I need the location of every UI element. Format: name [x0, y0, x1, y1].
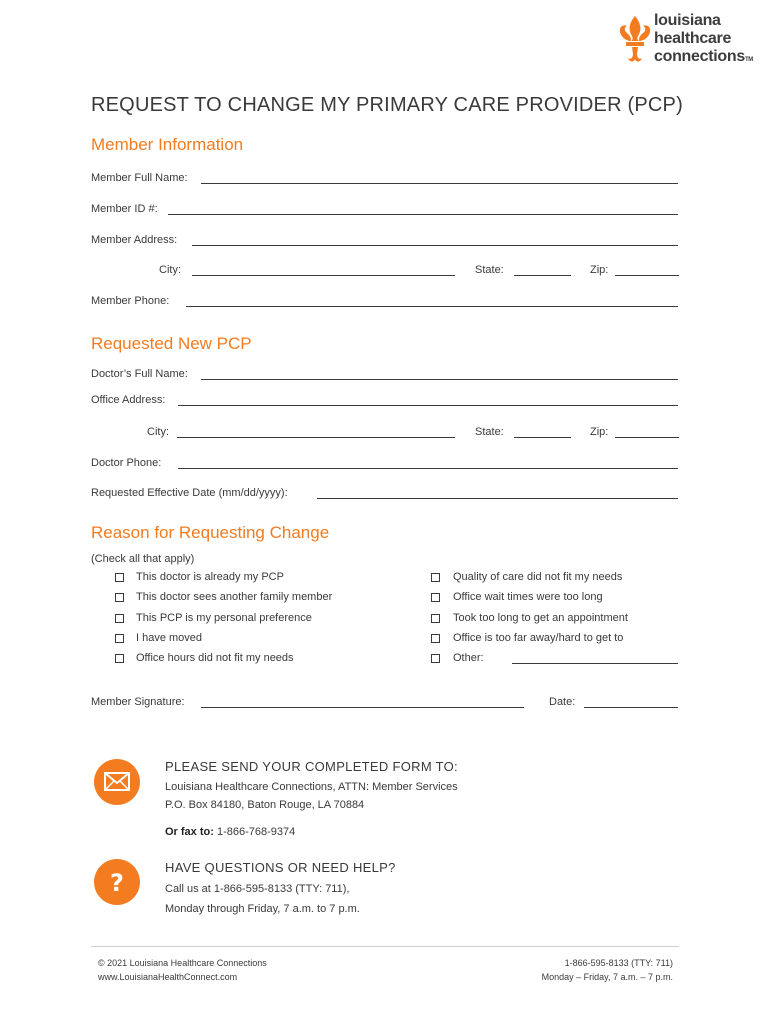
- office-zip-field[interactable]: [615, 437, 679, 438]
- member-address-field[interactable]: [192, 245, 678, 246]
- fax-number: 1-866-768-9374: [216, 826, 296, 838]
- member-phone-label: Member Phone:: [91, 295, 170, 307]
- reason-option-label: Office is too far away/hard to get to: [453, 632, 624, 644]
- footer-divider: [91, 946, 679, 947]
- footer-website[interactable]: www.LouisianaHealthConnect.com: [98, 972, 238, 982]
- reason-checkbox-office-hours[interactable]: [115, 654, 124, 663]
- reason-option-label: Office hours did not fit my needs: [136, 652, 294, 664]
- reason-other-label: Other:: [453, 652, 484, 664]
- reason-checkbox-family-member[interactable]: [115, 593, 124, 602]
- reason-heading: Reason for Requesting Change: [91, 523, 330, 542]
- date-field[interactable]: [584, 707, 678, 708]
- reason-checkbox-moved[interactable]: [115, 634, 124, 643]
- date-label: Date:: [549, 696, 576, 708]
- question-mark-icon: [94, 859, 140, 905]
- reason-checkbox-quality[interactable]: [431, 573, 440, 582]
- reason-option-label: This doctor is already my PCP: [136, 571, 284, 583]
- logo-line-1: louisiana: [654, 12, 721, 29]
- reason-checkbox-already-pcp[interactable]: [115, 573, 124, 582]
- send-address-line-2: P.O. Box 84180, Baton Rouge, LA 70884: [165, 799, 365, 811]
- logo-line-3: connections: [654, 48, 745, 65]
- member-phone-field[interactable]: [186, 306, 678, 307]
- fax-label: Or fax to:: [165, 826, 214, 838]
- member-state-field[interactable]: [514, 275, 571, 276]
- help-line-2: Monday through Friday, 7 a.m. to 7 p.m.: [165, 903, 360, 915]
- reason-option-label: Quality of care did not fit my needs: [453, 571, 623, 583]
- member-zip-label: Zip:: [590, 264, 609, 276]
- effective-date-field[interactable]: [317, 498, 678, 499]
- signature-field[interactable]: [201, 707, 524, 708]
- member-state-label: State:: [475, 264, 504, 276]
- member-city-field[interactable]: [192, 275, 455, 276]
- office-state-field[interactable]: [514, 437, 571, 438]
- company-logo: [618, 12, 766, 84]
- reason-other-field[interactable]: [512, 663, 678, 664]
- member-id-label: Member ID #:: [91, 203, 158, 215]
- reason-checkbox-wait-times[interactable]: [431, 593, 440, 602]
- office-state-label: State:: [475, 426, 504, 438]
- reason-checkbox-distance[interactable]: [431, 634, 440, 643]
- trademark: TM: [744, 57, 754, 63]
- reason-option-label: Took too long to get an appointment: [453, 612, 628, 624]
- help-heading: HAVE QUESTIONS OR NEED HELP?: [165, 860, 396, 875]
- svg-text:?: ?: [110, 869, 124, 897]
- reason-option-label: This PCP is my personal preference: [136, 612, 312, 624]
- footer-hours: Monday – Friday, 7 a.m. – 7 p.m.: [541, 972, 673, 982]
- member-info-heading: Member Information: [91, 135, 244, 154]
- office-address-field[interactable]: [178, 405, 678, 406]
- reason-option-label: I have moved: [136, 632, 203, 644]
- mail-icon-circle: [94, 759, 140, 805]
- fleur-de-lis-icon: [618, 14, 652, 66]
- member-zip-field[interactable]: [615, 275, 679, 276]
- reason-option-label: This doctor sees another family member: [136, 591, 333, 603]
- envelope-icon: [94, 759, 140, 805]
- office-city-field[interactable]: [177, 437, 455, 438]
- member-name-label: Member Full Name:: [91, 172, 188, 184]
- help-line-1: Call us at 1-866-595-8133 (TTY: 711),: [165, 883, 350, 895]
- office-city-label: City:: [147, 426, 169, 438]
- doctor-name-label: Doctor’s Full Name:: [91, 368, 188, 380]
- doctor-phone-label: Doctor Phone:: [91, 457, 162, 469]
- doctor-phone-field[interactable]: [178, 468, 678, 469]
- effective-date-label: Requested Effective Date (mm/dd/yyyy):: [91, 487, 288, 499]
- office-zip-label: Zip:: [590, 426, 609, 438]
- member-city-label: City:: [159, 264, 181, 276]
- office-address-label: Office Address:: [91, 394, 166, 406]
- send-heading: PLEASE SEND YOUR COMPLETED FORM TO:: [165, 759, 458, 774]
- member-address-label: Member Address:: [91, 234, 178, 246]
- page-title: REQUEST TO CHANGE MY PRIMARY CARE PROVIDER (PCP): [91, 94, 683, 116]
- footer-copyright: © 2021 Louisiana Healthcare Connections: [98, 958, 267, 968]
- reason-checkbox-preference[interactable]: [115, 614, 124, 623]
- member-id-field[interactable]: [168, 214, 678, 215]
- reason-checkbox-appointment[interactable]: [431, 614, 440, 623]
- new-pcp-heading: Requested New PCP: [91, 334, 252, 353]
- member-name-field[interactable]: [201, 183, 678, 184]
- signature-label: Member Signature:: [91, 696, 185, 708]
- reason-instruction: (Check all that apply): [91, 553, 195, 565]
- reason-checkbox-other[interactable]: [431, 654, 440, 663]
- doctor-name-field[interactable]: [201, 379, 678, 380]
- reason-option-label: Office wait times were too long: [453, 591, 603, 603]
- logo-line-2: healthcare: [654, 30, 732, 47]
- footer-phone: 1-866-595-8133 (TTY: 711): [564, 958, 673, 968]
- help-icon-circle: [94, 859, 140, 905]
- send-address-line-1: Louisiana Healthcare Connections, ATTN: Member Services: [165, 781, 458, 793]
